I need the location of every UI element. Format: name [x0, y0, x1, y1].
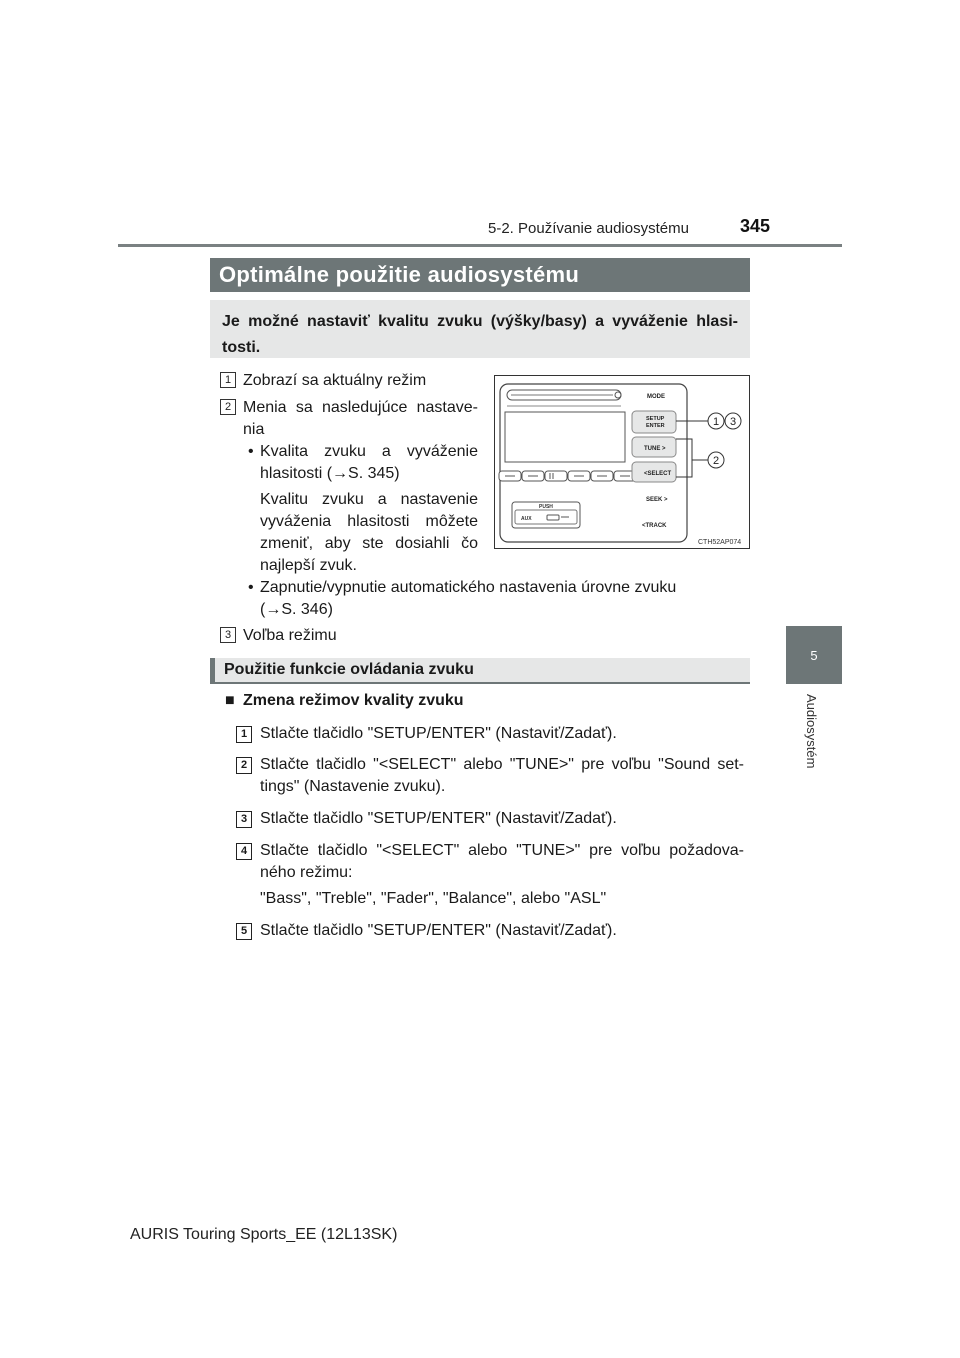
- page-number: 345: [740, 216, 771, 236]
- callout-3: 3: [729, 416, 737, 428]
- seek-button-label: SEEK >: [646, 497, 668, 503]
- chapter-label: [800, 694, 820, 784]
- chapter-label-text: Audiosystém: [804, 694, 819, 769]
- bullet-1-line2: hlasitosti (→S. 345): [260, 465, 400, 482]
- step-number-3: 3: [236, 811, 252, 828]
- item-number-1: 1: [220, 372, 236, 388]
- audio-unit-drawing: [495, 376, 749, 548]
- step-4-text-line2: ného režimu:: [260, 864, 353, 881]
- header-divider: [118, 244, 842, 247]
- chapter-number: 5: [810, 647, 818, 663]
- subsection-heading: [210, 658, 750, 684]
- item-2-text-line2: nia: [243, 421, 265, 438]
- bullet-dot: •: [248, 443, 254, 460]
- bullet-1-desc-line3: zmeniť, aby ste dosiahli čo: [260, 535, 478, 552]
- figure-code: CTH52AP074: [698, 539, 742, 546]
- bullet-1-desc-line2: vyváženia hlasitosti môžete: [260, 513, 478, 530]
- callout-2: 2: [712, 455, 720, 467]
- bullet-2-line2: (→S. 346): [260, 601, 333, 618]
- item-1-text: Zobrazí sa aktuálny režim: [243, 372, 427, 389]
- chapter-tab: [786, 626, 842, 684]
- bullet-1-desc-line4: najlepší zvuk.: [260, 557, 357, 574]
- item-3-text: Voľba režimu: [243, 627, 337, 644]
- audio-unit-figure: [494, 375, 750, 549]
- mode-button-label: MODE: [647, 394, 665, 400]
- step-4-text-line1: Stlačte tlačidlo "<SELECT" alebo "TUNE>" pre voľbu požadova-: [260, 842, 744, 859]
- step-3-text: Stlačte tlačidlo "SETUP/ENTER" (Nastaviť/Zadať).: [260, 810, 617, 827]
- track-button-label: <TRACK: [642, 523, 667, 529]
- step-5-text: Stlačte tlačidlo "SETUP/ENTER" (Nastaviť/Zadať).: [260, 922, 617, 939]
- step-number-1: 1: [236, 726, 252, 743]
- item-number-2: 2: [220, 399, 236, 415]
- step-number-2: 2: [236, 757, 252, 774]
- procedure-bullet: ■: [225, 692, 235, 709]
- setup-button-label: SETUP: [646, 416, 665, 422]
- step-number-4: 4: [236, 843, 252, 860]
- step-2-text-line2: tings" (Nastavenie zvuku).: [260, 778, 446, 795]
- step-1-text: Stlačte tlačidlo "SETUP/ENTER" (Nastaviť/Zadať).: [260, 725, 617, 742]
- footer-model: AURIS Touring Sports_EE (12L13SK): [130, 1226, 398, 1243]
- bullet-2-line1: Zapnutie/vypnutie automatického nastavenia úrovne zvuku: [260, 579, 677, 596]
- item-2-text-line1: Menia sa nasledujúce nastave-: [243, 399, 478, 416]
- select-button-label: <SELECT: [644, 471, 672, 477]
- bullet-dot: •: [248, 579, 254, 596]
- step-4-text-line3: "Bass", "Treble", "Fader", "Balance", alebo "ASL": [260, 890, 607, 907]
- page-title: Optimálne použitie audiosystému: [210, 258, 750, 292]
- tune-button-label: TUNE >: [644, 446, 666, 452]
- subsection-heading-text: Použitie funkcie ovládania zvuku: [224, 661, 474, 678]
- procedure-heading: Zmena režimov kvality zvuku: [243, 692, 464, 709]
- intro-text: Je možné nastaviť kvalitu zvuku (výšky/basy) a vyváženie hlasi-tosti.: [210, 300, 750, 358]
- aux-label: AUX: [521, 516, 532, 522]
- bullet-1-line1: Kvalita zvuku a vyváženie: [260, 443, 478, 460]
- enter-button-label: ENTER: [646, 423, 665, 429]
- step-number-5: 5: [236, 923, 252, 940]
- callout-1: 1: [712, 416, 720, 428]
- bullet-1-desc-line1: Kvalitu zvuku a nastavenie: [260, 491, 478, 508]
- step-2-text-line1: Stlačte tlačidlo "<SELECT" alebo "TUNE>" pre voľbu "Sound set-: [260, 756, 744, 773]
- item-number-3: 3: [220, 627, 236, 643]
- section-header: 5-2. Používanie audiosystému: [488, 220, 689, 237]
- push-label: PUSH: [539, 504, 553, 510]
- subsection-marker: [210, 658, 215, 682]
